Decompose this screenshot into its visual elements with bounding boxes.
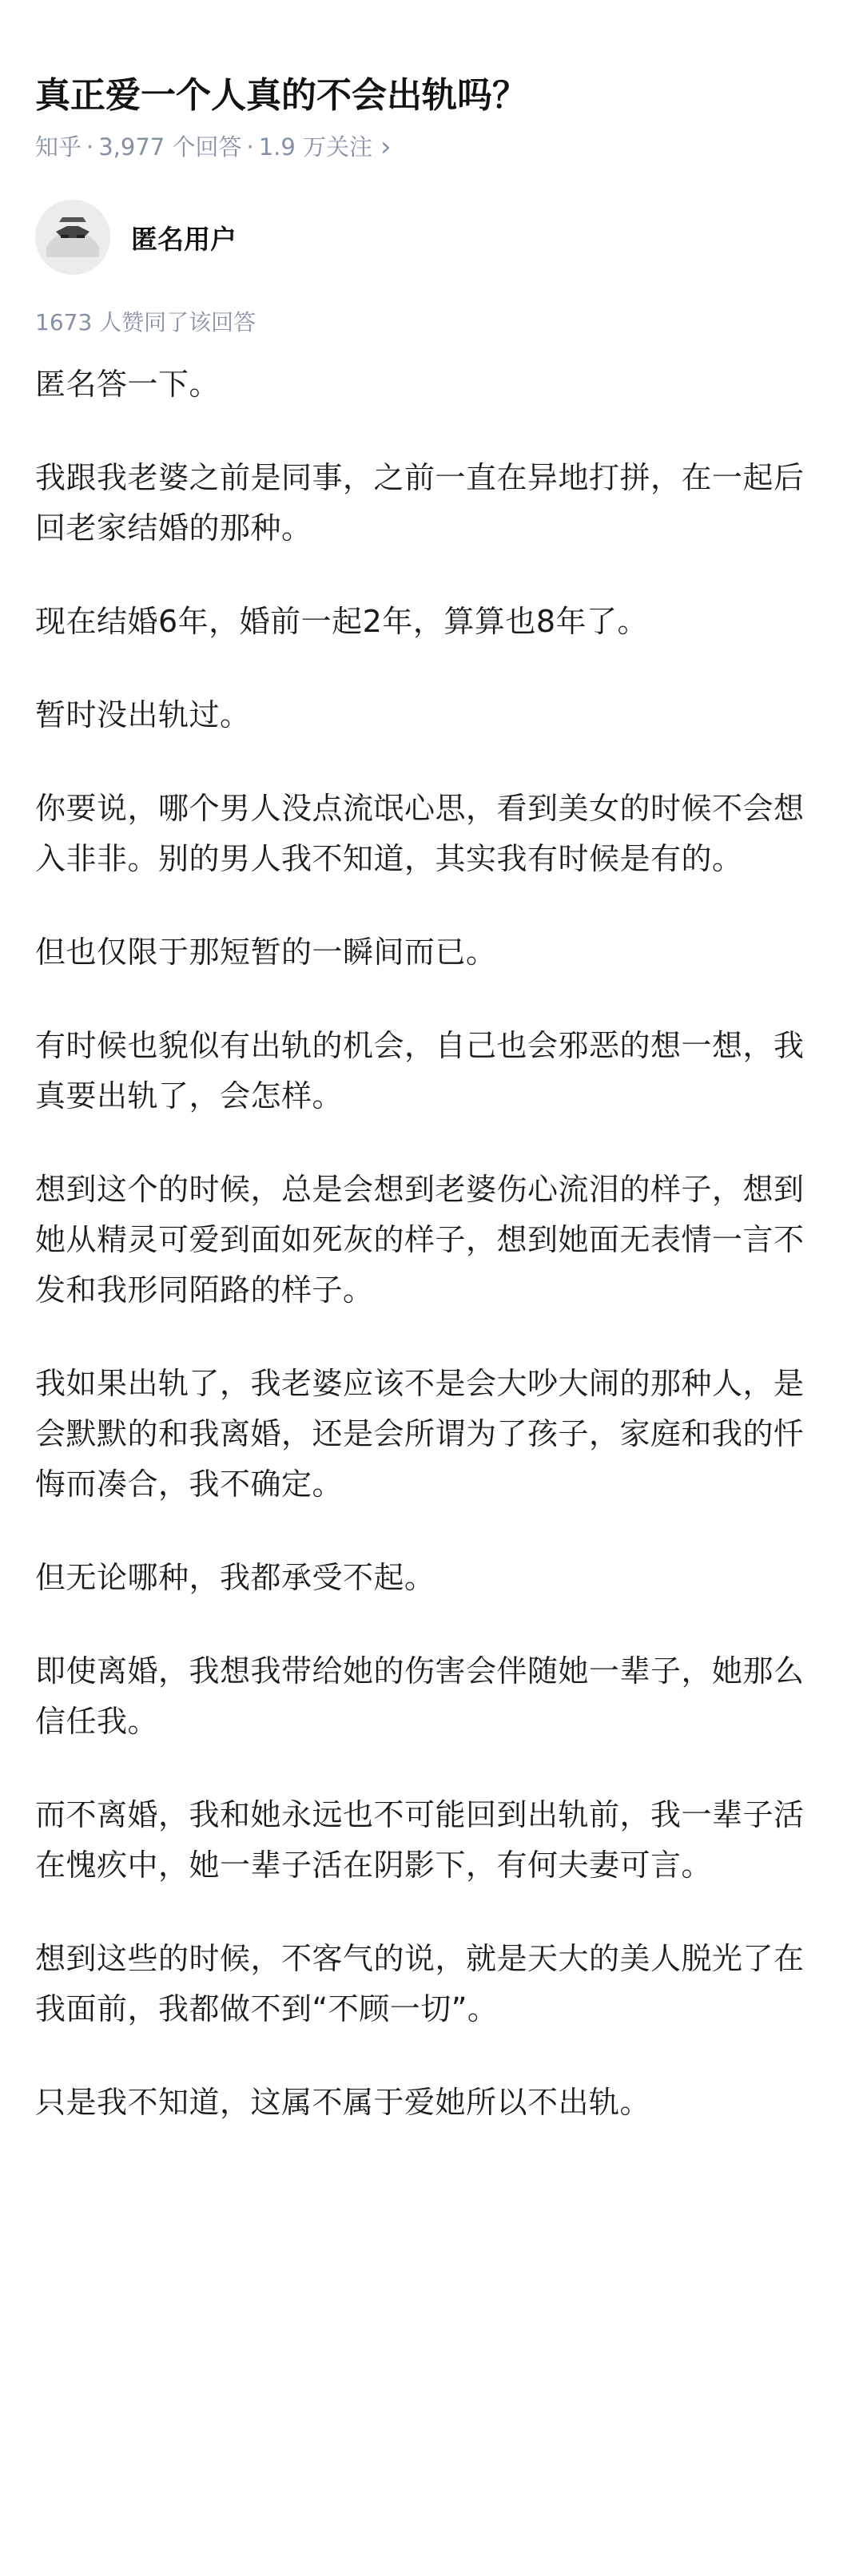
answer-paragraph: 想到这个的时候，总是会想到老婆伤心流泪的样子，想到她从精灵可爱到面如死灰的样子，想到她面无表情一言不发和我形同陌路的样子。 [35, 1172, 805, 1308]
author-name[interactable]: 匿名用户 [131, 223, 237, 255]
followers-count: 1.9 万关注 [258, 133, 373, 161]
meta-separator: · [86, 133, 94, 161]
answer-paragraph: 有时候也貌似有出轨的机会，自己也会邪恶的想一想，我真要出轨了，会怎样。 [35, 1028, 805, 1113]
answers-count: 3,977 个回答 [98, 133, 242, 161]
answer-paragraph: 即使离婚，我想我带给她的伤害会伴随她一辈子，她那么信任我。 [35, 1653, 805, 1739]
upvote-count: 1673 人赞同了该回答 [35, 309, 257, 335]
answer-paragraph: 现在结婚6年，婚前一起2年，算算也8年了。 [35, 604, 649, 639]
answer-paragraph: 但无论哪种，我都承受不起。 [35, 1560, 435, 1595]
question-title[interactable]: 真正爱一个人真的不会出轨吗？ [35, 75, 527, 116]
anonymous-avatar-icon[interactable] [35, 200, 110, 275]
meta-separator: · [246, 133, 254, 161]
answer-paragraph: 你要说，哪个男人没点流氓心思，看到美女的时候不会想入非非。别的男人我不知道，其实我有时候是有的。 [35, 791, 805, 876]
source-label: 知乎 [35, 133, 82, 161]
answer-paragraph: 想到这些的时候，不客气的说，就是天大的美人脱光了在我面前，我都做不到“不顾一切”。 [35, 1941, 805, 2026]
answer-paragraph: 我跟我老婆之前是同事，之前一直在异地打拼，在一起后回老家结婚的那种。 [35, 460, 805, 546]
answer-paragraph: 但也仅限于那短暂的一瞬间而已。 [35, 935, 497, 970]
answer-paragraph: 只是我不知道，这属不属于爱她所以不出轨。 [35, 2085, 651, 2120]
answer-paragraph: 匿名答一下。 [35, 367, 221, 402]
answer-paragraph: 我如果出轨了，我老婆应该不是会大吵大闹的那种人，是会默默的和我离婚，还是会所谓为了孩子，家庭和我的忏悔而凑合，我不确定。 [35, 1366, 805, 1502]
answer-content [35, 359, 828, 2128]
answer-paragraph: 而不离婚，我和她永远也不可能回到出轨前，我一辈子活在愧疚中，她一辈子活在阴影下，有何夫妻可言。 [35, 1797, 805, 1883]
question-meta[interactable] [35, 131, 828, 163]
answer-paragraph: 暂时没出轨过。 [35, 697, 251, 732]
author-row[interactable] [35, 200, 828, 275]
chevron-right-icon[interactable]: › [380, 131, 392, 163]
